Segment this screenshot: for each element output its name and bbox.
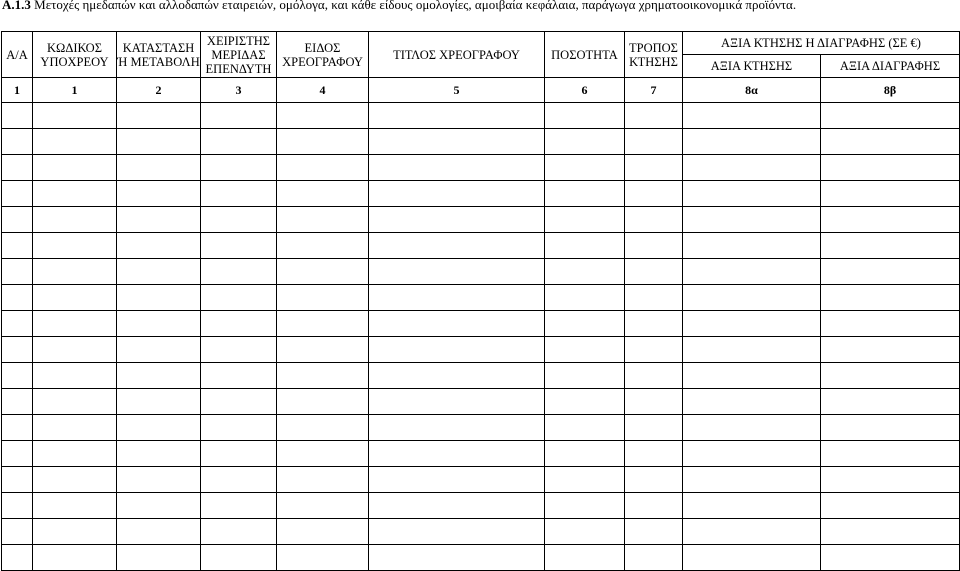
table-cell[interactable] bbox=[369, 389, 545, 415]
table-cell[interactable] bbox=[117, 259, 201, 285]
table-cell[interactable] bbox=[117, 129, 201, 155]
table-row bbox=[2, 207, 960, 233]
table-cell[interactable] bbox=[369, 181, 545, 207]
table-cell[interactable] bbox=[33, 311, 117, 337]
table-cell[interactable] bbox=[683, 155, 821, 181]
table-cell[interactable] bbox=[201, 545, 277, 571]
table-cell[interactable] bbox=[201, 207, 277, 233]
table-cell[interactable] bbox=[117, 519, 201, 545]
table-cell[interactable] bbox=[821, 389, 960, 415]
table-cell[interactable] bbox=[277, 207, 369, 233]
table-cell[interactable] bbox=[683, 389, 821, 415]
table-cell[interactable] bbox=[545, 337, 625, 363]
table-cell[interactable] bbox=[545, 389, 625, 415]
securities-table bbox=[1, 31, 960, 571]
table-cell[interactable] bbox=[369, 337, 545, 363]
table-cell[interactable] bbox=[33, 363, 117, 389]
table-cell[interactable] bbox=[201, 389, 277, 415]
table-cell[interactable] bbox=[821, 259, 960, 285]
table-cell[interactable] bbox=[117, 181, 201, 207]
table-cell[interactable] bbox=[625, 103, 683, 129]
table-cell[interactable] bbox=[117, 363, 201, 389]
table-row bbox=[2, 389, 960, 415]
table-cell[interactable] bbox=[545, 467, 625, 493]
table-row bbox=[2, 545, 960, 571]
table-cell[interactable] bbox=[821, 233, 960, 259]
table-cell[interactable] bbox=[545, 233, 625, 259]
table-cell[interactable] bbox=[821, 103, 960, 129]
table-cell[interactable] bbox=[625, 207, 683, 233]
table-cell[interactable] bbox=[369, 155, 545, 181]
table-cell[interactable] bbox=[545, 103, 625, 129]
table-row bbox=[2, 311, 960, 337]
table-cell[interactable] bbox=[545, 415, 625, 441]
table-cell[interactable] bbox=[545, 545, 625, 571]
table-row bbox=[2, 519, 960, 545]
table-cell[interactable] bbox=[545, 207, 625, 233]
table-cell[interactable] bbox=[2, 103, 33, 129]
table-cell[interactable] bbox=[821, 129, 960, 155]
table-cell[interactable] bbox=[369, 363, 545, 389]
header-acquisition-method: ΤΡΟΠΟΣ ΚΤΗΣΗΣ bbox=[625, 32, 683, 78]
table-row bbox=[2, 467, 960, 493]
table-cell[interactable] bbox=[683, 545, 821, 571]
table-cell[interactable] bbox=[369, 467, 545, 493]
table-cell[interactable] bbox=[277, 285, 369, 311]
table-body bbox=[2, 103, 960, 571]
table-cell[interactable] bbox=[33, 519, 117, 545]
table-cell[interactable] bbox=[369, 103, 545, 129]
table-row bbox=[2, 155, 960, 181]
table-cell[interactable] bbox=[683, 467, 821, 493]
section-title bbox=[2, 0, 796, 13]
table-cell[interactable] bbox=[2, 233, 33, 259]
table-cell[interactable] bbox=[201, 181, 277, 207]
table-cell[interactable] bbox=[625, 233, 683, 259]
column-number: 6 bbox=[545, 78, 625, 103]
table-cell[interactable] bbox=[277, 389, 369, 415]
table-cell[interactable] bbox=[545, 363, 625, 389]
header-type: ΕΙΔΟΣ ΧΡΕΟΓΡΑΦΟΥ bbox=[277, 32, 369, 78]
table-cell[interactable] bbox=[117, 389, 201, 415]
table-cell[interactable] bbox=[117, 285, 201, 311]
table-cell[interactable] bbox=[545, 441, 625, 467]
table-cell[interactable] bbox=[369, 311, 545, 337]
table-cell[interactable] bbox=[201, 467, 277, 493]
table-cell[interactable] bbox=[369, 285, 545, 311]
table-cell[interactable] bbox=[369, 545, 545, 571]
table-cell[interactable] bbox=[683, 233, 821, 259]
table-cell[interactable] bbox=[683, 415, 821, 441]
table-row bbox=[2, 415, 960, 441]
table-cell[interactable] bbox=[625, 493, 683, 519]
table-cell[interactable] bbox=[33, 493, 117, 519]
table-cell[interactable] bbox=[201, 233, 277, 259]
table-cell[interactable] bbox=[201, 415, 277, 441]
table-cell[interactable] bbox=[2, 545, 33, 571]
table-row bbox=[2, 129, 960, 155]
table-cell[interactable] bbox=[369, 415, 545, 441]
table-row bbox=[2, 285, 960, 311]
table-cell[interactable] bbox=[2, 259, 33, 285]
table-cell[interactable] bbox=[33, 545, 117, 571]
column-number: 4 bbox=[277, 78, 369, 103]
column-number: 2 bbox=[117, 78, 201, 103]
header-value-group: ΑΞΙΑ ΚΤΗΣΗΣ Η ΔΙΑΓΡΑΦΗΣ (ΣΕ €) bbox=[683, 32, 960, 55]
table-cell[interactable] bbox=[683, 129, 821, 155]
table-cell[interactable] bbox=[683, 285, 821, 311]
table-cell[interactable] bbox=[821, 363, 960, 389]
header-quantity: ΠΟΣΟΤΗΤΑ bbox=[545, 32, 625, 78]
table-cell[interactable] bbox=[625, 129, 683, 155]
table-cell[interactable] bbox=[201, 259, 277, 285]
table-cell[interactable] bbox=[33, 441, 117, 467]
table-cell[interactable] bbox=[2, 389, 33, 415]
section-text: Μετοχές ημεδαπών και αλλοδαπών εταιρειών, ομόλογα, και κάθε είδους ομολογίες, αμοιβαία κεφάλαια, παράγωγα χρηματοοικονομικά προϊόντα. bbox=[34, 0, 797, 12]
table-row bbox=[2, 103, 960, 129]
table-cell[interactable] bbox=[277, 337, 369, 363]
table-cell[interactable] bbox=[117, 545, 201, 571]
table-cell[interactable] bbox=[277, 363, 369, 389]
table-row bbox=[2, 233, 960, 259]
table-cell[interactable] bbox=[545, 311, 625, 337]
table-cell[interactable] bbox=[117, 415, 201, 441]
table-cell[interactable] bbox=[201, 493, 277, 519]
table-cell[interactable] bbox=[277, 103, 369, 129]
table-cell[interactable] bbox=[33, 467, 117, 493]
table-cell[interactable] bbox=[625, 155, 683, 181]
table-row bbox=[2, 363, 960, 389]
table-cell[interactable] bbox=[201, 441, 277, 467]
table-cell[interactable] bbox=[2, 519, 33, 545]
column-number: 8α bbox=[683, 78, 821, 103]
table-cell[interactable] bbox=[277, 441, 369, 467]
table-cell[interactable] bbox=[2, 441, 33, 467]
column-number: 7 bbox=[625, 78, 683, 103]
table-cell[interactable] bbox=[545, 155, 625, 181]
table-cell[interactable] bbox=[277, 155, 369, 181]
table-cell[interactable] bbox=[545, 519, 625, 545]
column-number: 5 bbox=[369, 78, 545, 103]
table-cell[interactable] bbox=[821, 311, 960, 337]
table-cell[interactable] bbox=[821, 519, 960, 545]
table-cell[interactable] bbox=[277, 181, 369, 207]
table-cell[interactable] bbox=[117, 103, 201, 129]
table-cell[interactable] bbox=[201, 129, 277, 155]
table-cell[interactable] bbox=[625, 467, 683, 493]
table-cell[interactable] bbox=[2, 155, 33, 181]
header-status: ΚΑΤΑΣΤΑΣΗ Ή ΜΕΤΑΒΟΛΗ bbox=[117, 32, 201, 78]
table-cell[interactable] bbox=[2, 415, 33, 441]
table-cell[interactable] bbox=[625, 311, 683, 337]
table-cell[interactable] bbox=[821, 181, 960, 207]
table-cell[interactable] bbox=[369, 259, 545, 285]
table-cell[interactable] bbox=[821, 337, 960, 363]
table-row bbox=[2, 441, 960, 467]
table-cell[interactable] bbox=[117, 493, 201, 519]
table-cell[interactable] bbox=[2, 285, 33, 311]
table-cell[interactable] bbox=[683, 519, 821, 545]
header-security-title: ΤΙΤΛΟΣ ΧΡΕΟΓΡΑΦΟΥ bbox=[369, 32, 545, 78]
table-cell[interactable] bbox=[201, 155, 277, 181]
table-cell[interactable] bbox=[369, 129, 545, 155]
table-cell[interactable] bbox=[2, 311, 33, 337]
table-cell[interactable] bbox=[625, 389, 683, 415]
table-cell[interactable] bbox=[2, 181, 33, 207]
table-cell[interactable] bbox=[625, 285, 683, 311]
table-cell[interactable] bbox=[201, 519, 277, 545]
table-cell[interactable] bbox=[277, 467, 369, 493]
table-cell[interactable] bbox=[625, 415, 683, 441]
table-cell[interactable] bbox=[683, 103, 821, 129]
table-cell[interactable] bbox=[117, 233, 201, 259]
table-row bbox=[2, 337, 960, 363]
table-cell[interactable] bbox=[625, 545, 683, 571]
table-cell[interactable] bbox=[33, 129, 117, 155]
table-cell[interactable] bbox=[277, 493, 369, 519]
column-number: 1 bbox=[2, 78, 33, 103]
table-cell[interactable] bbox=[369, 493, 545, 519]
table-cell[interactable] bbox=[625, 441, 683, 467]
table-cell[interactable] bbox=[33, 155, 117, 181]
table-cell[interactable] bbox=[277, 233, 369, 259]
table-cell[interactable] bbox=[369, 519, 545, 545]
table-cell[interactable] bbox=[33, 207, 117, 233]
table-cell[interactable] bbox=[683, 207, 821, 233]
table-cell[interactable] bbox=[821, 493, 960, 519]
column-number: 3 bbox=[201, 78, 277, 103]
table-cell[interactable] bbox=[2, 363, 33, 389]
table-cell[interactable] bbox=[2, 467, 33, 493]
table-cell[interactable] bbox=[683, 311, 821, 337]
table-cell[interactable] bbox=[33, 181, 117, 207]
table-cell[interactable] bbox=[821, 155, 960, 181]
table-cell[interactable] bbox=[821, 415, 960, 441]
table-cell[interactable] bbox=[33, 337, 117, 363]
table-cell[interactable] bbox=[117, 155, 201, 181]
table-cell[interactable] bbox=[33, 415, 117, 441]
column-number: 8β bbox=[821, 78, 960, 103]
table-cell[interactable] bbox=[369, 207, 545, 233]
table-cell[interactable] bbox=[625, 259, 683, 285]
table-cell[interactable] bbox=[2, 337, 33, 363]
header-code: ΚΩΔΙΚΟΣ ΥΠΟΧΡΕΟΥ bbox=[33, 32, 117, 78]
header-manager: ΧΕΙΡΙΣΤΗΣ ΜΕΡΙΔΑΣ ΕΠΕΝΔΥΤΗ bbox=[201, 32, 277, 78]
table-cell[interactable] bbox=[33, 233, 117, 259]
table-cell[interactable] bbox=[683, 493, 821, 519]
table-cell[interactable] bbox=[545, 493, 625, 519]
table-cell[interactable] bbox=[369, 233, 545, 259]
table-cell[interactable] bbox=[683, 363, 821, 389]
table-row bbox=[2, 493, 960, 519]
table-cell[interactable] bbox=[683, 259, 821, 285]
table-cell[interactable] bbox=[201, 285, 277, 311]
table-cell[interactable] bbox=[545, 285, 625, 311]
table-cell[interactable] bbox=[821, 207, 960, 233]
table-cell[interactable] bbox=[117, 467, 201, 493]
table-cell[interactable] bbox=[277, 311, 369, 337]
table-cell[interactable] bbox=[625, 181, 683, 207]
table-cell[interactable] bbox=[2, 129, 33, 155]
table-cell[interactable] bbox=[33, 259, 117, 285]
table-cell[interactable] bbox=[821, 285, 960, 311]
table-cell[interactable] bbox=[117, 441, 201, 467]
table-cell[interactable] bbox=[117, 207, 201, 233]
header-acquisition-value: ΑΞΙΑ ΚΤΗΣΗΣ bbox=[683, 55, 821, 78]
table-cell[interactable] bbox=[277, 545, 369, 571]
table-cell[interactable] bbox=[277, 519, 369, 545]
table-cell[interactable] bbox=[277, 259, 369, 285]
table-cell[interactable] bbox=[2, 493, 33, 519]
header-aa: Α/Α bbox=[2, 32, 33, 78]
table-cell[interactable] bbox=[545, 259, 625, 285]
table-cell[interactable] bbox=[821, 441, 960, 467]
table-cell[interactable] bbox=[201, 311, 277, 337]
table-cell[interactable] bbox=[277, 129, 369, 155]
table-cell[interactable] bbox=[201, 337, 277, 363]
table-cell[interactable] bbox=[33, 285, 117, 311]
table-cell[interactable] bbox=[821, 467, 960, 493]
table-cell[interactable] bbox=[821, 545, 960, 571]
table-cell[interactable] bbox=[683, 181, 821, 207]
table-cell[interactable] bbox=[201, 103, 277, 129]
table-cell[interactable] bbox=[625, 337, 683, 363]
column-number: 1 bbox=[33, 78, 117, 103]
table-cell[interactable] bbox=[625, 519, 683, 545]
table-cell[interactable] bbox=[201, 363, 277, 389]
table-cell[interactable] bbox=[545, 129, 625, 155]
table-cell[interactable] bbox=[683, 441, 821, 467]
table-cell[interactable] bbox=[117, 337, 201, 363]
table-cell[interactable] bbox=[33, 389, 117, 415]
table-cell[interactable] bbox=[369, 441, 545, 467]
table-row bbox=[2, 181, 960, 207]
table-cell[interactable] bbox=[2, 207, 33, 233]
section-code: A.1.3 bbox=[2, 0, 31, 12]
table-cell[interactable] bbox=[33, 103, 117, 129]
table-cell[interactable] bbox=[545, 181, 625, 207]
table-cell[interactable] bbox=[277, 415, 369, 441]
header-deletion-value: ΑΞΙΑ ΔΙΑΓΡΑΦΗΣ bbox=[821, 55, 960, 78]
table-cell[interactable] bbox=[117, 311, 201, 337]
table-cell[interactable] bbox=[625, 363, 683, 389]
table-row bbox=[2, 259, 960, 285]
table-cell[interactable] bbox=[683, 337, 821, 363]
